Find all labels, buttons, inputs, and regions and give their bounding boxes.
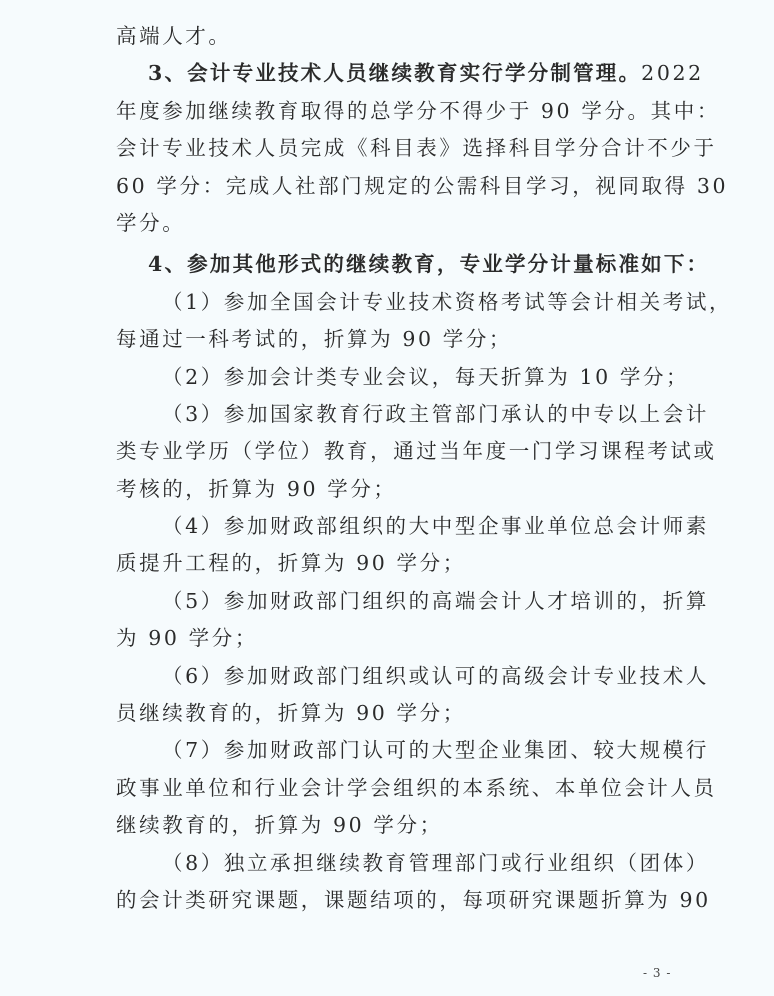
document-page bbox=[116, 18, 733, 919]
item-5: （5）参加财政部门组织的高端会计人才培训的，折算 bbox=[162, 588, 709, 613]
item-7: （7）参加财政部门认可的大型企业集团、较大规模行 bbox=[162, 738, 709, 763]
text-line: 的会计类研究课题，课题结项的，每项研究课题折算为 90 bbox=[116, 887, 711, 912]
item-3: （3）参加国家教育行政主管部门承认的中专以上会计 bbox=[162, 401, 709, 426]
section-3-title: 3、会计专业技术人员继续教育实行学分制管理。 bbox=[148, 61, 642, 86]
text-line: 年度参加继续教育取得的总学分不得少于 90 学分。其中： bbox=[116, 98, 720, 123]
item-2: （2）参加会计类专业会议，每天折算为 10 学分； bbox=[162, 364, 690, 389]
year-text: 2022 bbox=[641, 61, 704, 86]
text-line: 类专业学历（学位）教育，通过当年度一门学习课程考试或 bbox=[116, 439, 717, 464]
item-4: （4）参加财政部组织的大中型企事业单位总会计师素 bbox=[162, 514, 709, 539]
text-line: 高端人才。 bbox=[116, 24, 232, 48]
item-8: （8）独立承担继续教育管理部门或行业组织（团体） bbox=[162, 850, 709, 875]
text-line: 学分。 bbox=[116, 210, 186, 235]
section-4-heading: 4、参加其他形式的继续教育，专业学分计量标准如下： bbox=[148, 252, 710, 277]
text-line: 质提升工程的，折算为 90 学分； bbox=[116, 551, 466, 576]
text-line: 60 学分：完成人社部门规定的公需科目学习，视同取得 30 bbox=[116, 173, 729, 198]
text-line: 会计专业技术人员完成《科目表》选择科目学分合计不少于 bbox=[116, 136, 717, 161]
item-6: （6）参加财政部门组织或认可的高级会计专业技术人 bbox=[162, 663, 709, 688]
text-line: 继续教育的，折算为 90 学分； bbox=[116, 813, 443, 838]
item-1: （1）参加全国会计专业技术资格考试等会计相关考试， bbox=[162, 289, 733, 314]
page-number: - 3 - bbox=[643, 966, 672, 980]
section-3-heading bbox=[116, 55, 704, 92]
text-line: 为 90 学分； bbox=[116, 626, 258, 651]
text-line: 员继续教育的，折算为 90 学分； bbox=[116, 701, 466, 726]
text-line: 政事业单位和行业会计学会组织的本系统、本单位会计人员 bbox=[116, 775, 717, 800]
text-line: 每通过一科考试的，折算为 90 学分； bbox=[116, 327, 513, 352]
text-line: 考核的，折算为 90 学分； bbox=[116, 476, 397, 501]
